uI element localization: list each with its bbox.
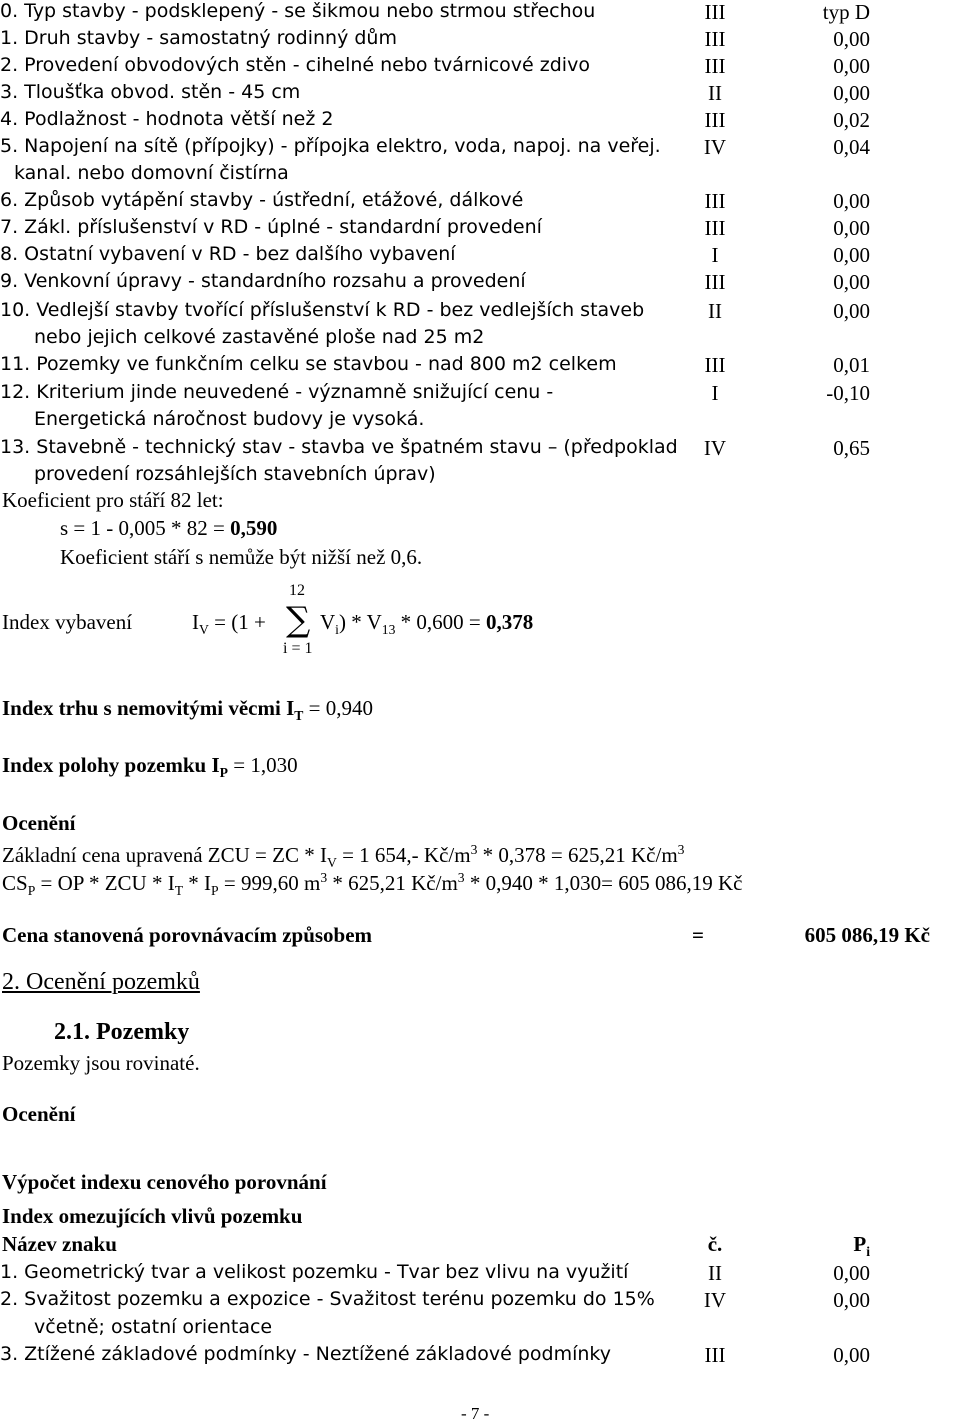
header-p-symbol: P xyxy=(853,1232,867,1256)
row-class: I xyxy=(711,243,719,267)
index-vybaveni-formula-rest xyxy=(320,610,534,638)
index-vybaveni-label: Index vybavení xyxy=(2,610,133,634)
row-value: 0,00 xyxy=(833,81,870,105)
row-text: 3. Tloušťka obvod. stěn - 45 cm xyxy=(0,81,301,103)
v-subscript: i xyxy=(335,622,339,638)
cena-label: Cena stanovená porovnávacím způsobem xyxy=(2,923,373,947)
row-value: 0,00 xyxy=(833,189,870,213)
iv-subscript: V xyxy=(199,622,209,638)
index-polohy xyxy=(2,753,298,781)
page-number: - 7 - xyxy=(461,1404,490,1423)
row-text: 3. Ztížené základové podmínky - Neztížené základové podmínky xyxy=(0,1343,612,1365)
row-class: III xyxy=(704,270,726,294)
row-value: 0,00 xyxy=(833,27,870,51)
row-value: typ D xyxy=(822,0,870,24)
csp-part: CS xyxy=(2,871,28,895)
zcu-sup: 3 xyxy=(677,842,685,857)
csp-part: = 999,60 m xyxy=(218,871,321,895)
csp-part: * I xyxy=(183,871,212,895)
header-name: Název znaku xyxy=(2,1232,117,1256)
oceneni-heading: Ocenění xyxy=(2,811,76,835)
iv-tail: * 0,600 = xyxy=(395,610,486,634)
header-number: č. xyxy=(707,1232,723,1256)
row-text: 11. Pozemky ve funkčním celku se stavbou - nad 800 m2 celkem xyxy=(0,353,617,375)
row-text-continued: provedení rozsáhlejších stavebních úprav) xyxy=(34,463,436,485)
row-text: 2. Provedení obvodových stěn - cihelné nebo tvárnicové zdivo xyxy=(0,54,590,76)
row-value: 0,01 xyxy=(833,353,870,377)
row-class: III xyxy=(704,1343,726,1367)
index-polohy-label: Index polohy pozemku I xyxy=(2,753,220,777)
v-symbol: V xyxy=(320,610,336,634)
row-class: IV xyxy=(703,436,727,460)
index-polohy-value: = 1,030 xyxy=(227,753,298,777)
row-class: III xyxy=(704,216,726,240)
row-text-continued: kanal. nebo domovní čistírna xyxy=(14,162,289,184)
row-value: 0,00 xyxy=(833,1288,870,1312)
csp-sub: T xyxy=(174,883,184,899)
row-class: II xyxy=(708,299,722,323)
row-value: 0,00 xyxy=(833,216,870,240)
index-trhu-value: = 0,940 xyxy=(303,696,373,720)
zcu-part: * 0,378 = 625,21 Kč/m xyxy=(477,843,678,867)
zcu-sup: 3 xyxy=(470,842,478,857)
row-class: III xyxy=(704,0,726,24)
csp-sup: 3 xyxy=(320,870,328,885)
age-formula-prefix: s = 1 - 0,005 * 82 = xyxy=(60,516,231,540)
row-text: 13. Stavebně - technický stav - stavba ve špatném stavu – (předpoklad xyxy=(0,436,678,458)
index-trhu-sub: T xyxy=(294,708,304,724)
omezujici-heading: Index omezujících vlivů pozemku xyxy=(2,1204,303,1228)
row-text: 1. Geometrický tvar a velikost pozemku - Tvar bez vlivu na využití xyxy=(0,1261,629,1283)
row-text-continued: včetně; ostatní orientace xyxy=(34,1316,273,1338)
row-text-continued: nebo jejich celkové zastavěné ploše nad 25 m2 xyxy=(34,326,485,348)
vypocet-heading: Výpočet indexu cenového porovnání xyxy=(2,1170,327,1194)
zcu-part: = 1 654,- Kč/m xyxy=(336,843,471,867)
row-text: 6. Způsob vytápění stavby - ústřední, etážové, dálkové xyxy=(0,189,524,211)
row-class: III xyxy=(704,54,726,78)
zcu-sub: V xyxy=(326,855,337,871)
csp-part: * 625,21 Kč/m xyxy=(327,871,458,895)
row-class: III xyxy=(704,27,726,51)
row-text: 1. Druh stavby - samostatný rodinný dům xyxy=(0,27,397,49)
zcu-line xyxy=(2,842,685,871)
sigma-icon: ∑ xyxy=(286,600,311,640)
iv-result: 0,378 xyxy=(485,610,534,634)
row-value: 0,00 xyxy=(833,1343,870,1367)
row-class: III xyxy=(704,353,726,377)
row-text: 4. Podlažnost - hodnota větší než 2 xyxy=(0,108,334,130)
row-value: 0,00 xyxy=(833,54,870,78)
row-text: 10. Vedlejší stavby tvořící příslušenství k RD - bez vedlejších staveb xyxy=(0,299,645,321)
row-text: 9. Venkovní úpravy - standardního rozsahu a provedení xyxy=(0,270,526,292)
csp-sub: P xyxy=(211,883,219,899)
row-class: III xyxy=(704,189,726,213)
cena-value: 605 086,19 Kč xyxy=(804,923,930,947)
row-value: 0,00 xyxy=(833,1261,870,1285)
row-text: 2. Svažitost pozemku a expozice - Svažitost terénu pozemku do 15% xyxy=(0,1288,655,1310)
row-value: 0,00 xyxy=(833,243,870,267)
sum-lower-limit: i = 1 xyxy=(283,640,313,657)
row-text-continued: Energetická náročnost budovy je vysoká. xyxy=(34,408,425,430)
v13-subscript: 13 xyxy=(381,622,396,638)
oceneni-heading-2: Ocenění xyxy=(2,1102,76,1126)
row-value: 0,04 xyxy=(833,135,870,159)
index-trhu xyxy=(2,696,373,724)
row-text: 5. Napojení na sítě (přípojky) - přípojka elektro, voda, napoj. na veřej. xyxy=(0,135,661,157)
row-text: 8. Ostatní vybavení v RD - bez dalšího vybavení xyxy=(0,243,456,265)
header-p-sub: i xyxy=(866,1244,870,1260)
age-title: Koeficient pro stáří 82 let: xyxy=(2,488,224,512)
row-value: 0,02 xyxy=(833,108,870,132)
index-trhu-label: Index trhu s nemovitými věcmi I xyxy=(2,696,295,720)
row-class: IV xyxy=(703,1288,727,1312)
section2-title: 2. Ocenění pozemků xyxy=(2,969,200,995)
csp-part: = OP * ZCU * I xyxy=(35,871,175,895)
row-value: 0,00 xyxy=(833,299,870,323)
row-text: 0. Typ stavby - podsklepený - se šikmou nebo strmou střechou xyxy=(0,0,596,22)
csp-sub: P xyxy=(27,883,36,899)
row-value: 0,00 xyxy=(833,270,870,294)
v13-prefix: ) * V xyxy=(338,610,382,634)
zcu-part: Základní cena upravená ZCU = ZC * I xyxy=(2,843,327,867)
row-text: 12. Kriterium jinde neuvedené - významně snižující cenu - xyxy=(0,381,554,403)
header-p xyxy=(770,1232,870,1260)
index-vybaveni-formula xyxy=(192,610,266,638)
pozemky-text: Pozemky jsou rovinaté. xyxy=(2,1051,200,1075)
section21-title: 2.1. Pozemky xyxy=(54,1019,190,1045)
row-value: 0,65 xyxy=(833,436,870,460)
age-formula xyxy=(60,518,277,539)
row-text: 7. Zákl. příslušenství v RD - úplné - standardní provedení xyxy=(0,216,542,238)
csp-line xyxy=(2,870,743,899)
cena-equals: = xyxy=(692,923,704,947)
iv-symbol: I xyxy=(192,610,199,634)
age-note: Koeficient stáří s nemůže být nižší než 0,6. xyxy=(60,545,423,569)
row-class: II xyxy=(708,1261,722,1285)
row-value: -0,10 xyxy=(826,381,870,405)
csp-part: * 0,940 * 1,030= 605 086,19 Kč xyxy=(464,871,743,895)
csp-sup: 3 xyxy=(457,870,465,885)
age-formula-result: 0,590 xyxy=(230,516,278,540)
row-class: IV xyxy=(703,135,727,159)
sum-upper-limit: 12 xyxy=(289,582,305,599)
row-class: II xyxy=(708,81,722,105)
index-polohy-sub: P xyxy=(219,765,228,781)
row-class: III xyxy=(704,108,726,132)
iv-eq: = (1 + xyxy=(208,610,266,634)
row-class: I xyxy=(711,381,719,405)
